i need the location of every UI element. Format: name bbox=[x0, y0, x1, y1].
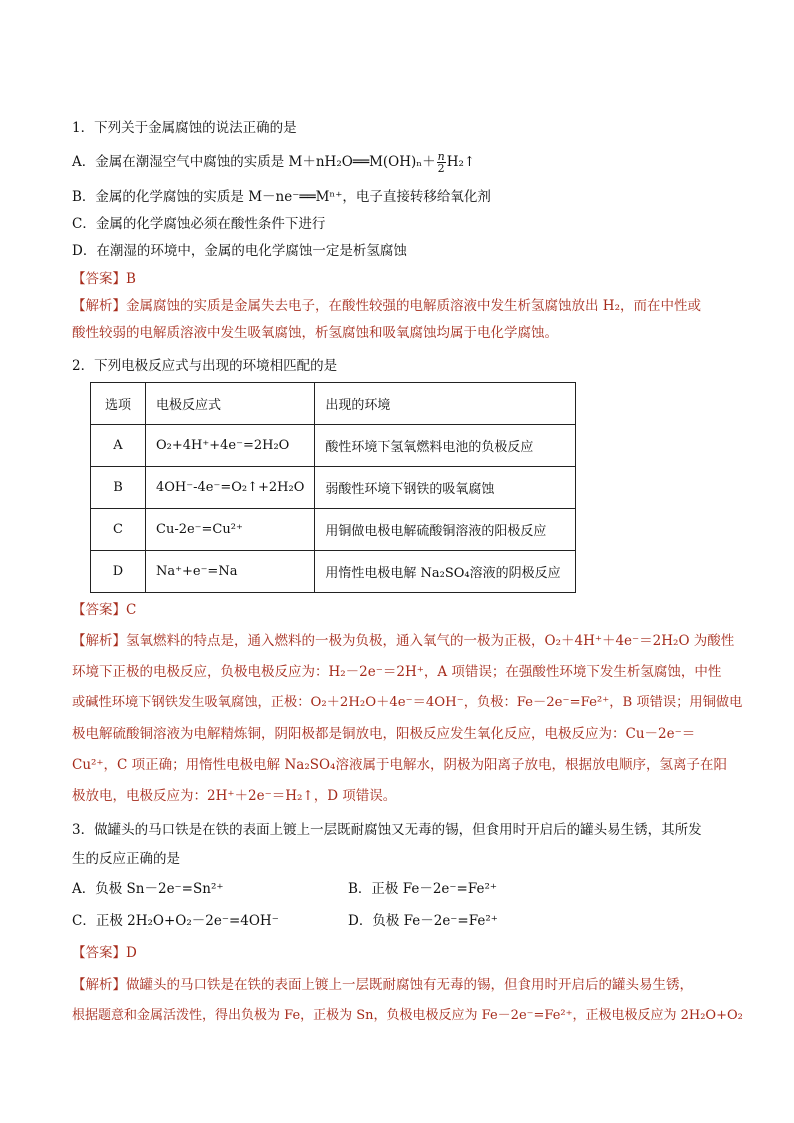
table-cell: 4OH⁻-4e⁻=O₂↑+2H₂O bbox=[146, 467, 315, 509]
q3-answer bbox=[72, 943, 137, 963]
fraction-n-over-2 bbox=[437, 151, 446, 174]
q2-answer bbox=[72, 600, 136, 620]
q2-analysis-line-6: 极放电，电极反应为：2H⁺＋2e⁻＝H₂↑，D 项错误。 bbox=[72, 788, 397, 804]
q1-answer bbox=[72, 269, 136, 289]
q2-analysis-line-4: 极电解硫酸铜溶液为电解精炼铜，阴阳极都是铜放电，阳极反应发生氧化反应，电极反应为：Cu－2e⁻＝ bbox=[72, 726, 696, 742]
table-cell: 用惰性电极电解 Na₂SO₄溶液的阴极反应 bbox=[315, 551, 576, 593]
table-cell: O₂+4H⁺+4e⁻=2H₂O bbox=[146, 425, 315, 467]
q3-stem-line-2: 生的反应正确的是 bbox=[72, 851, 180, 867]
table-header-cell: 出现的环境 bbox=[315, 383, 576, 425]
table-cell: D bbox=[91, 551, 146, 593]
q3-stem-line-1: 3．做罐头的马口铁是在铁的表面上镀上一层既耐腐蚀又无毒的锡，但食用时开启后的罐头易生锈，其所发 bbox=[72, 822, 702, 838]
answer-value: D bbox=[126, 945, 137, 961]
q1-stem: 1．下列关于金属腐蚀的说法正确的是 bbox=[72, 120, 297, 136]
q2-analysis-line-3: 或碱性环境下钢铁发生吸氧腐蚀，正极：O₂＋2H₂O＋4e⁻＝4OH⁻，负极：Fe－2e⁻=Fe²⁺，B 项错误；用铜做电 bbox=[72, 695, 743, 710]
q2-analysis-line-2: 环境下正极的电极反应，负极电极反应为：H₂－2e⁻＝2H⁺，A 项错误；在强酸性环境下发生析氢腐蚀，中性 bbox=[72, 664, 722, 680]
analysis-text: 氢氧燃料的特点是，通入燃料的一极为负极，通入氧气的一极为正极，O₂＋4H⁺＋4e⁻＝2H₂O 为酸性 bbox=[126, 633, 735, 649]
q1-option-a bbox=[72, 151, 475, 174]
answer-tag: 【答案】 bbox=[72, 945, 126, 961]
table-row bbox=[91, 509, 576, 551]
q3-option-a: A．负极 Sn－2e⁻=Sn²⁺ bbox=[72, 881, 224, 897]
table-header-row bbox=[91, 383, 576, 425]
q1-option-a-text: A．金属在潮湿空气中腐蚀的实质是 M＋nH₂O══M(OH)ₙ＋ bbox=[72, 154, 436, 170]
table-cell: 用铜做电极电解硫酸铜溶液的阳极反应 bbox=[315, 509, 576, 551]
answer-tag: 【答案】 bbox=[72, 602, 126, 618]
table-cell: A bbox=[91, 425, 146, 467]
q2-analysis-line-5: Cu²⁺，C 项正确；用惰性电极电解 Na₂SO₄溶液属于电解水，阴极为阳离子放电，根据放电顺序，氢离子在阳 bbox=[72, 757, 727, 773]
electrode-reaction-table bbox=[90, 382, 576, 593]
table-cell: Na⁺+e⁻=Na bbox=[146, 551, 315, 593]
q1-option-a-tail: H₂↑ bbox=[446, 154, 476, 170]
q3-option-c: C．正极 2H₂O+O₂－2e⁻=4OH⁻ bbox=[72, 913, 279, 929]
analysis-text: 做罐头的马口铁是在铁的表面上镀上一层既耐腐蚀有无毒的锡，但食用时开启后的罐头易生锈， bbox=[126, 977, 693, 993]
analysis-tag: 【解析】 bbox=[72, 298, 126, 314]
q1-analysis-line-2: 酸性较弱的电解质溶液中发生吸氧腐蚀，析氢腐蚀和吸氧腐蚀均属于电化学腐蚀。 bbox=[72, 325, 558, 341]
answer-tag: 【答案】 bbox=[72, 271, 126, 287]
q3-option-b: B．正极 Fe－2e⁻=Fe²⁺ bbox=[348, 881, 498, 897]
table-cell: B bbox=[91, 467, 146, 509]
table-row bbox=[91, 551, 576, 593]
q2-analysis-line-1 bbox=[72, 631, 734, 651]
table-header-cell: 电极反应式 bbox=[146, 383, 315, 425]
table-header-cell: 选项 bbox=[91, 383, 146, 425]
table-cell: C bbox=[91, 509, 146, 551]
q1-option-b: B．金属的化学腐蚀的实质是 M－ne⁻══Mⁿ⁺，电子直接转移给氧化剂 bbox=[72, 189, 491, 205]
table-row bbox=[91, 467, 576, 509]
analysis-tag: 【解析】 bbox=[72, 633, 126, 649]
q3-option-d: D．负极 Fe－2e⁻=Fe²⁺ bbox=[348, 913, 498, 929]
table-cell: 弱酸性环境下钢铁的吸氧腐蚀 bbox=[315, 467, 576, 509]
q3-analysis-line-1 bbox=[72, 975, 693, 995]
q1-option-d: D．在潮湿的环境中，金属的电化学腐蚀一定是析氢腐蚀 bbox=[72, 243, 407, 259]
q1-option-c: C．金属的化学腐蚀必须在酸性条件下进行 bbox=[72, 216, 326, 232]
table-row bbox=[91, 425, 576, 467]
q2-stem: 2．下列电极反应式与出现的环境相匹配的是 bbox=[72, 358, 338, 374]
table-cell: 酸性环境下氢氧燃料电池的负极反应 bbox=[315, 425, 576, 467]
answer-value: B bbox=[126, 271, 136, 287]
q1-analysis-line-1 bbox=[72, 296, 701, 316]
q3-analysis-line-2: 根据题意和金属活泼性，得出负极为 Fe，正极为 Sn，负极电极反应为 Fe－2e⁻=Fe²⁺，正极电极反应为 2H₂O+O₂ bbox=[72, 1008, 743, 1023]
analysis-tag: 【解析】 bbox=[72, 977, 126, 993]
analysis-text: 金属腐蚀的实质是金属失去电子，在酸性较强的电解质溶液中发生析氢腐蚀放出 H₂，而在中性或 bbox=[126, 298, 701, 314]
table-cell: Cu-2e⁻=Cu²⁺ bbox=[146, 509, 315, 551]
fraction-denominator: 2 bbox=[437, 162, 445, 175]
fraction-numerator: n bbox=[437, 150, 445, 163]
answer-value: C bbox=[126, 602, 137, 618]
